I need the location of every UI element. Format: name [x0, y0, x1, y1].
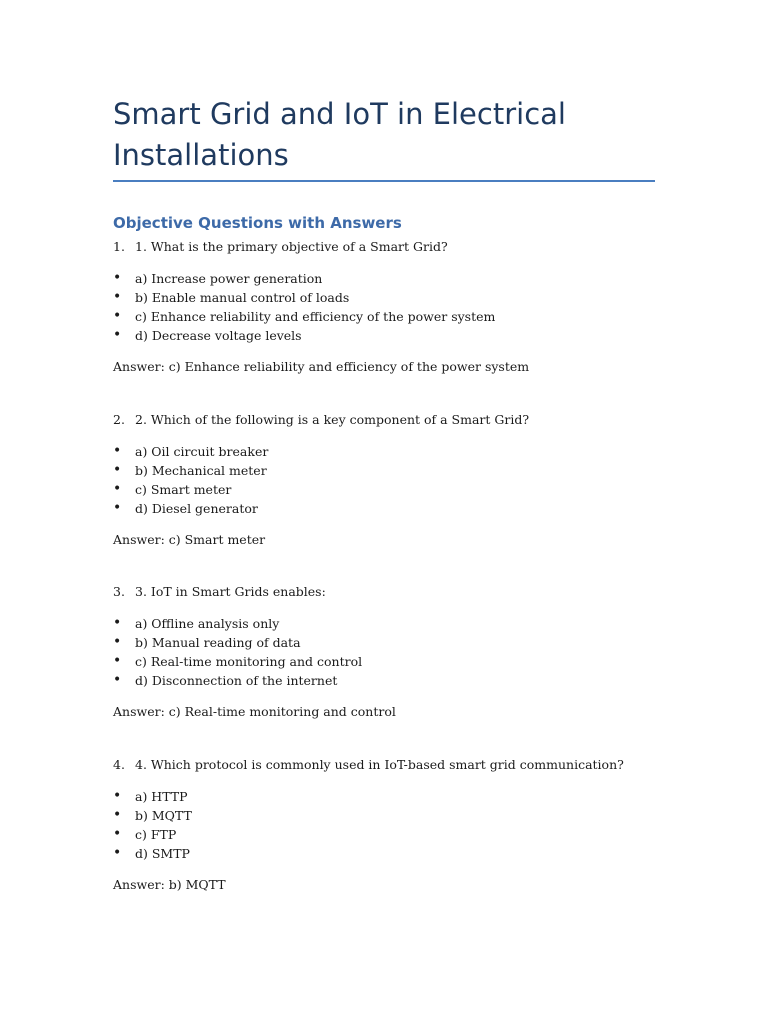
option-label: d) SMTP — [135, 846, 190, 861]
question-prompt: 1. What is the primary objective of a Smart Grid? — [135, 239, 448, 254]
option-d — [113, 499, 268, 518]
question-text — [113, 756, 624, 774]
option-d — [113, 844, 192, 863]
option-d — [113, 326, 495, 345]
option-label: b) Manual reading of data — [135, 635, 301, 650]
option-label: b) Mechanical meter — [135, 463, 267, 478]
option-label: c) Smart meter — [135, 482, 232, 497]
question-prompt: 2. Which of the following is a key component of a Smart Grid? — [135, 412, 530, 427]
option-list — [113, 614, 362, 690]
option-label: b) MQTT — [135, 808, 192, 823]
option-list — [113, 269, 495, 345]
question-number: 1. — [113, 239, 125, 254]
bullet-icon: • — [113, 826, 122, 842]
bullet-icon: • — [113, 615, 122, 631]
option-label: b) Enable manual control of loads — [135, 290, 350, 305]
option-b — [113, 461, 268, 480]
option-a — [113, 442, 268, 461]
bullet-icon: • — [113, 634, 122, 650]
bullet-icon: • — [113, 270, 122, 286]
question-text — [113, 411, 529, 429]
answer-text: Answer: c) Smart meter — [113, 532, 266, 547]
option-label: a) HTTP — [135, 789, 188, 804]
bullet-icon: • — [113, 845, 122, 861]
question-text — [113, 238, 448, 256]
option-d — [113, 671, 362, 690]
option-label: c) FTP — [135, 827, 177, 842]
option-list — [113, 442, 268, 518]
question-number: 3. — [113, 584, 125, 599]
option-c — [113, 480, 268, 499]
option-label: a) Oil circuit breaker — [135, 444, 269, 459]
option-label: d) Diesel generator — [135, 501, 258, 516]
section-subtitle: Objective Questions with Answers — [113, 214, 402, 232]
bullet-icon: • — [113, 308, 122, 324]
option-a — [113, 269, 495, 288]
question-number: 2. — [113, 412, 125, 427]
option-list — [113, 787, 192, 863]
option-label: a) Offline analysis only — [135, 616, 280, 631]
bullet-icon: • — [113, 327, 122, 343]
answer-text: Answer: b) MQTT — [113, 877, 226, 892]
answer-text: Answer: c) Real-time monitoring and control — [113, 704, 396, 719]
option-label: a) Increase power generation — [135, 271, 323, 286]
question-number: 4. — [113, 757, 125, 772]
option-b — [113, 806, 192, 825]
option-b — [113, 633, 362, 652]
option-label: c) Real-time monitoring and control — [135, 654, 363, 669]
option-c — [113, 652, 362, 671]
option-label: c) Enhance reliability and efficiency of the power system — [135, 309, 496, 324]
bullet-icon: • — [113, 462, 122, 478]
title-divider — [113, 180, 655, 182]
bullet-icon: • — [113, 672, 122, 688]
option-b — [113, 288, 495, 307]
bullet-icon: • — [113, 653, 122, 669]
document-title: Smart Grid and IoT in Electrical Installations — [113, 97, 566, 172]
bullet-icon: • — [113, 500, 122, 516]
question-text — [113, 583, 326, 601]
option-c — [113, 825, 192, 844]
bullet-icon: • — [113, 443, 122, 459]
option-label: d) Decrease voltage levels — [135, 328, 302, 343]
bullet-icon: • — [113, 289, 122, 305]
question-prompt: 4. Which protocol is commonly used in IoT-based smart grid communication? — [135, 757, 624, 772]
option-a — [113, 614, 362, 633]
option-label: d) Disconnection of the internet — [135, 673, 338, 688]
answer-text: Answer: c) Enhance reliability and efficiency of the power system — [113, 359, 530, 374]
option-c — [113, 307, 495, 326]
bullet-icon: • — [113, 481, 122, 497]
option-a — [113, 787, 192, 806]
bullet-icon: • — [113, 807, 122, 823]
bullet-icon: • — [113, 788, 122, 804]
question-prompt: 3. IoT in Smart Grids enables: — [135, 584, 326, 599]
